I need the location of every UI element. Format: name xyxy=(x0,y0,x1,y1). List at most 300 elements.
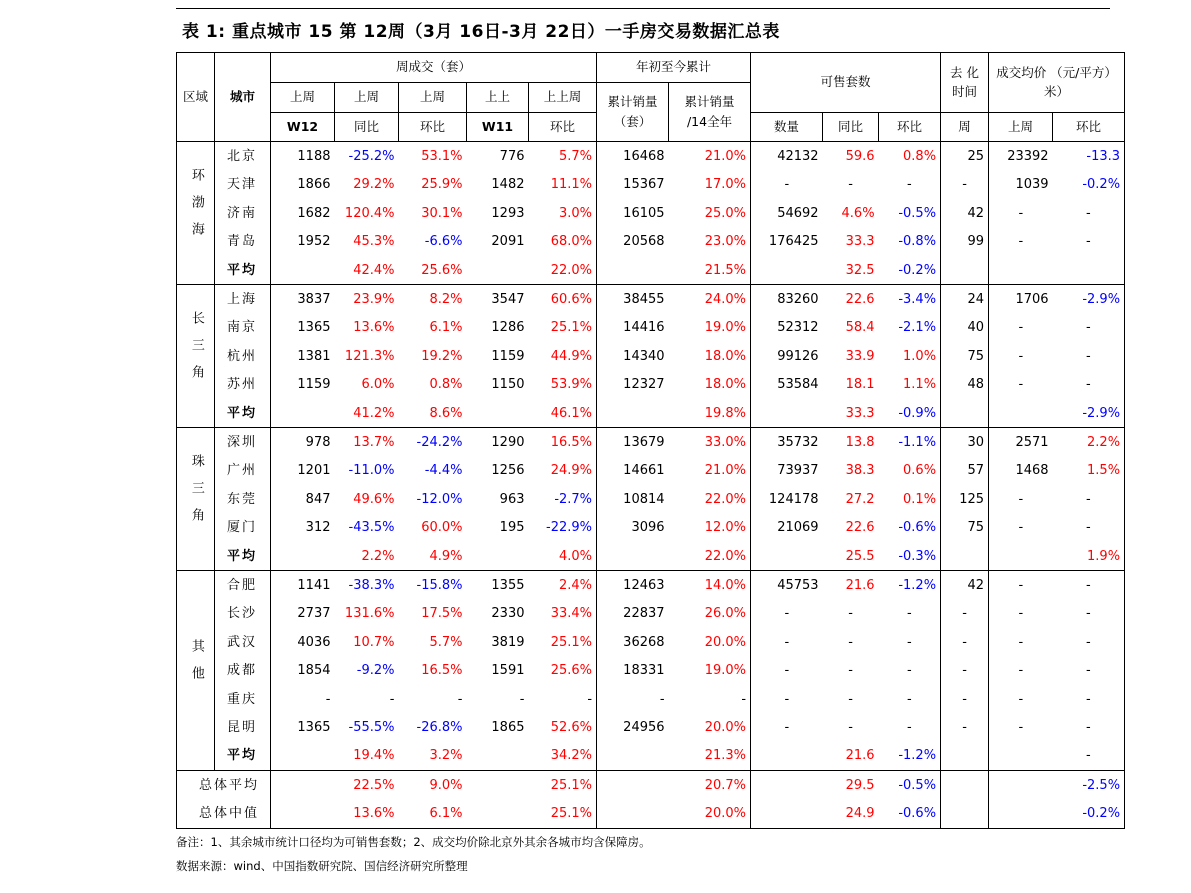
cell-w12 xyxy=(271,256,335,285)
cell-wow: -4.4% xyxy=(424,463,463,479)
cell-inv: 83260 xyxy=(751,285,823,314)
header-prev2: 上上周 xyxy=(529,83,597,113)
cell-wow2: 44.9% xyxy=(550,348,593,364)
city-cell: 天津 xyxy=(227,177,258,193)
cell-price-wow: -13.3 xyxy=(1053,142,1125,171)
cell-w11 xyxy=(467,799,529,828)
header-turn-unit: 周 xyxy=(941,113,989,142)
cell-price-wow: - xyxy=(1053,199,1125,227)
cell-turn: 48 xyxy=(941,371,989,399)
cell-inv-wow: 0.1% xyxy=(903,491,937,507)
cell-price-wow: -0.2% xyxy=(1053,171,1125,199)
cell-turn xyxy=(941,799,989,828)
cell-share: 17.0% xyxy=(704,177,747,193)
cell-price: - xyxy=(989,485,1053,513)
cell-inv: 124178 xyxy=(751,485,823,513)
table-row xyxy=(177,685,1125,713)
cell-inv xyxy=(751,742,823,771)
cell-wow: 25.9% xyxy=(421,177,463,193)
cell-yoy: 49.6% xyxy=(353,491,395,507)
cell-inv-yoy: - xyxy=(848,177,853,193)
cell-yoy: -11.0% xyxy=(348,463,395,479)
header-ytd: 年初至今累计 xyxy=(597,53,751,83)
table-row xyxy=(177,485,1125,513)
cell-wow: 19.2% xyxy=(421,348,463,364)
header-w12: W12 xyxy=(271,113,335,142)
cell-inv-yoy: 58.4 xyxy=(845,320,875,336)
cell-price: - xyxy=(989,713,1053,741)
cell-wow2: 11.1% xyxy=(550,177,593,193)
cell-price-wow: - xyxy=(1053,742,1125,771)
cell-yoy: 22.5% xyxy=(335,770,399,799)
cell-price: - xyxy=(989,342,1053,370)
cell-inv-wow: -1.2% xyxy=(898,748,937,764)
cell-yoy: 2.2% xyxy=(361,548,395,564)
cell-inv: - xyxy=(751,171,823,199)
city-cell: 青岛 xyxy=(227,234,258,250)
cell-inv-wow: -1.2% xyxy=(879,571,941,600)
cell-w12: 1201 xyxy=(271,457,335,485)
cell-w12: 1854 xyxy=(271,656,335,684)
cell-turn: - xyxy=(941,628,989,656)
cell-inv-wow: -2.1% xyxy=(898,320,937,336)
cell-inv-wow: - xyxy=(906,177,912,193)
region-label: 其他 xyxy=(188,638,204,693)
header-wow: 环比 xyxy=(399,113,467,142)
total-label: 总体平均 xyxy=(177,770,271,799)
cell-share: 24.0% xyxy=(669,285,751,314)
cell-w12: 312 xyxy=(271,513,335,541)
cell-price: - xyxy=(989,371,1053,399)
cell-wow2: 25.1% xyxy=(550,320,593,336)
cell-inv-yoy: 13.8 xyxy=(823,428,879,457)
cell-share: 22.0% xyxy=(704,491,747,507)
cell-turn: - xyxy=(941,685,989,713)
cell-turn xyxy=(941,256,989,285)
cell-price: 2571 xyxy=(989,428,1053,457)
cell-inv-yoy: 38.3 xyxy=(845,463,875,479)
cell-price-wow: - xyxy=(1053,600,1125,628)
cell-share: 21.5% xyxy=(704,262,747,278)
cell-inv xyxy=(751,399,823,428)
cell-w11: 1293 xyxy=(491,205,525,221)
cell-wow: 8.2% xyxy=(399,285,467,314)
cell-wow: 25.6% xyxy=(421,262,463,278)
cell-ytd: 14416 xyxy=(597,314,669,342)
cell-inv-wow: -0.2% xyxy=(898,262,937,278)
city-cell: 合肥 xyxy=(215,571,271,600)
cell-turn: - xyxy=(941,600,989,628)
average-row xyxy=(177,399,1125,428)
header-inv-yoy: 同比 xyxy=(823,113,879,142)
city-cell: 平均 xyxy=(227,548,258,564)
cell-wow: 53.1% xyxy=(399,142,467,171)
cell-wow2: 34.2% xyxy=(550,748,593,764)
cell-ytd xyxy=(597,770,669,799)
average-row xyxy=(177,256,1125,285)
cell-share: 23.0% xyxy=(704,234,747,250)
cell-wow: -26.8% xyxy=(416,719,463,735)
header-yoy-label: 上周 xyxy=(335,83,399,113)
cell-yoy: 19.4% xyxy=(353,748,395,764)
cell-yoy: -55.5% xyxy=(348,719,395,735)
cell-ytd: 36268 xyxy=(597,628,669,656)
cell-w12: - xyxy=(271,685,335,713)
cell-ytd: 12327 xyxy=(597,371,669,399)
cell-wow: 6.1% xyxy=(429,320,463,336)
cell-turn xyxy=(941,399,989,428)
cell-inv-wow: - xyxy=(906,691,912,707)
cell-share: 33.0% xyxy=(669,428,751,457)
cell-ytd: 16468 xyxy=(597,142,669,171)
data-source: 数据来源：wind、中国指数研究院、国信经济研究所整理 xyxy=(176,859,468,873)
total-row xyxy=(177,770,1125,799)
cell-ytd: 10814 xyxy=(597,485,669,513)
cell-wow2: 16.5% xyxy=(529,428,597,457)
cell-share: 22.0% xyxy=(704,548,747,564)
header-yoy: 同比 xyxy=(335,113,399,142)
table-row xyxy=(177,142,1125,171)
city-cell: 重庆 xyxy=(227,691,258,707)
cell-w12 xyxy=(271,799,335,828)
cell-yoy: 6.0% xyxy=(361,377,395,393)
cell-share: 14.0% xyxy=(669,571,751,600)
cell-w11: - xyxy=(519,691,525,707)
city-cell: 厦门 xyxy=(227,520,258,536)
city-cell: 北京 xyxy=(215,142,271,171)
cell-inv: 176425 xyxy=(751,228,823,256)
cell-wow2: 46.1% xyxy=(550,405,593,421)
table-row xyxy=(177,571,1125,600)
cell-w11: 963 xyxy=(499,491,525,507)
cell-wow: -15.8% xyxy=(399,571,467,600)
cell-yoy: 120.4% xyxy=(344,205,395,221)
cell-turn: 75 xyxy=(941,513,989,541)
cell-price-wow: 1.9% xyxy=(1053,542,1125,571)
cell-price: - xyxy=(989,685,1053,713)
cell-inv xyxy=(751,770,823,799)
cell-inv xyxy=(751,542,823,571)
cell-w11: 1355 xyxy=(467,571,529,600)
header-price-last: 上周 xyxy=(989,113,1053,142)
cell-ytd: 15367 xyxy=(597,171,669,199)
cell-inv-yoy: - xyxy=(848,606,853,622)
cell-inv: 35732 xyxy=(751,428,823,457)
cell-w11: 1290 xyxy=(467,428,529,457)
header-city: 城市 xyxy=(215,53,271,142)
cell-turn: 25 xyxy=(941,142,989,171)
cell-ytd xyxy=(597,399,669,428)
city-cell: 平均 xyxy=(227,748,258,764)
cell-ytd: 18331 xyxy=(597,656,669,684)
header-weekly: 周成交（套） xyxy=(271,53,597,83)
cell-ytd: 3096 xyxy=(597,513,669,541)
cell-inv-wow: -0.5% xyxy=(898,205,937,221)
cell-w12: 2737 xyxy=(271,600,335,628)
cell-w11 xyxy=(467,770,529,799)
city-cell: 平均 xyxy=(227,262,258,278)
cell-w11: 2091 xyxy=(491,234,525,250)
city-cell: 东莞 xyxy=(227,491,258,507)
cell-ytd: 24956 xyxy=(597,713,669,741)
cell-wow2: 68.0% xyxy=(550,234,593,250)
cell-yoy: 10.7% xyxy=(353,634,395,650)
cell-w11: 1591 xyxy=(491,663,525,679)
table-body xyxy=(177,142,1125,828)
region-label: 环渤海 xyxy=(188,168,204,250)
cell-turn: 57 xyxy=(941,457,989,485)
cell-ytd: 14340 xyxy=(597,342,669,370)
header-region: 区域 xyxy=(177,53,215,142)
cell-price: - xyxy=(989,314,1053,342)
cell-inv-wow: 0.6% xyxy=(903,463,937,479)
cell-price-wow: - xyxy=(1053,314,1125,342)
cell-wow2: 3.0% xyxy=(559,205,593,221)
cell-price: 1706 xyxy=(989,285,1053,314)
cell-inv: - xyxy=(751,628,823,656)
cell-w11: 3819 xyxy=(491,634,525,650)
cell-w11 xyxy=(467,542,529,571)
cell-ytd xyxy=(597,542,669,571)
cell-w11: 1865 xyxy=(491,719,525,735)
cell-price-wow: -2.9% xyxy=(1053,399,1125,428)
cell-price-wow: -2.9% xyxy=(1053,285,1125,314)
table-row xyxy=(177,228,1125,256)
cell-share: - xyxy=(741,691,747,707)
cell-inv: 52312 xyxy=(751,314,823,342)
cell-price: - xyxy=(989,600,1053,628)
cell-yoy: 45.3% xyxy=(353,234,395,250)
cell-price-wow: -2.5% xyxy=(1053,770,1125,799)
cell-price-wow: - xyxy=(1053,228,1125,256)
average-row xyxy=(177,742,1125,771)
city-cell: 杭州 xyxy=(227,348,258,364)
cell-inv: - xyxy=(751,656,823,684)
cell-wow2: -22.9% xyxy=(546,520,593,536)
cell-inv-yoy: 59.6 xyxy=(823,142,879,171)
cell-price-wow: - xyxy=(1053,571,1125,600)
cell-inv: 73937 xyxy=(751,457,823,485)
cell-price-wow: - xyxy=(1053,342,1125,370)
cell-inv: 99126 xyxy=(751,342,823,370)
cell-w11: 2330 xyxy=(491,606,525,622)
cell-share: 21.3% xyxy=(704,748,747,764)
cell-share: 19.0% xyxy=(704,663,747,679)
cell-wow: 5.7% xyxy=(429,634,463,650)
cell-inv: 54692 xyxy=(751,199,823,227)
cell-wow: 8.6% xyxy=(429,405,463,421)
cell-yoy: 41.2% xyxy=(353,405,395,421)
cell-wow: -6.6% xyxy=(424,234,463,250)
cell-price: - xyxy=(989,513,1053,541)
cell-price-wow xyxy=(1053,256,1125,285)
cell-inv-yoy: 22.6 xyxy=(845,520,875,536)
cell-turn xyxy=(941,770,989,799)
cell-wow2: 60.6% xyxy=(529,285,597,314)
cell-yoy: 42.4% xyxy=(353,262,395,278)
cell-price-wow: - xyxy=(1053,628,1125,656)
cell-wow: -24.2% xyxy=(399,428,467,457)
cell-wow2: 25.1% xyxy=(529,799,597,828)
cell-yoy: - xyxy=(389,691,395,707)
cell-w12: 1188 xyxy=(271,142,335,171)
cell-w12 xyxy=(271,399,335,428)
cell-price: - xyxy=(989,199,1053,227)
cell-price xyxy=(989,770,1053,799)
cell-inv-wow: 1.1% xyxy=(903,377,937,393)
footnote: 备注：1、其余城市统计口径均为可销售套数；2、成交均价除北京外其余各城市均含保障房。 xyxy=(176,835,651,849)
cell-inv-wow: 0.8% xyxy=(879,142,941,171)
header-wow2: 环比 xyxy=(529,113,597,142)
average-row xyxy=(177,542,1125,571)
cell-wow2: 53.9% xyxy=(550,377,593,393)
cell-ytd: - xyxy=(597,685,669,713)
cell-ytd: 22837 xyxy=(597,600,669,628)
cell-share: 12.0% xyxy=(704,520,747,536)
table-row xyxy=(177,342,1125,370)
cell-share: 21.0% xyxy=(704,463,747,479)
city-cell: 长沙 xyxy=(227,606,258,622)
cell-yoy: 13.6% xyxy=(335,799,399,828)
cell-w12: 1159 xyxy=(271,371,335,399)
cell-price-wow: - xyxy=(1053,485,1125,513)
cell-wow: -12.0% xyxy=(416,491,463,507)
cell-inv-yoy: 27.2 xyxy=(845,491,875,507)
cell-yoy: -9.2% xyxy=(356,663,395,679)
cell-w12: 3837 xyxy=(271,285,335,314)
cell-price-wow: - xyxy=(1053,371,1125,399)
cell-inv: 21069 xyxy=(751,513,823,541)
cell-wow2: 33.4% xyxy=(550,606,593,622)
cell-inv-yoy: - xyxy=(848,663,853,679)
cell-w12: 1682 xyxy=(271,199,335,227)
city-cell: 济南 xyxy=(227,205,258,221)
cell-yoy: -38.3% xyxy=(335,571,399,600)
cell-yoy: 13.6% xyxy=(353,320,395,336)
cell-turn: 42 xyxy=(941,571,989,600)
cell-inv-yoy: - xyxy=(848,691,853,707)
city-cell: 上海 xyxy=(215,285,271,314)
cell-inv-yoy: 29.5 xyxy=(823,770,879,799)
cell-inv: 53584 xyxy=(751,371,823,399)
city-cell: 昆明 xyxy=(227,719,258,735)
cell-ytd: 13679 xyxy=(597,428,669,457)
cell-w12: 1141 xyxy=(271,571,335,600)
header-ytd-sales: 累计销量（套） xyxy=(597,83,669,142)
header-price: 成交均价 （元/平方）米） xyxy=(989,53,1125,113)
cell-wow2: 25.6% xyxy=(550,663,593,679)
cell-inv-yoy: 33.3 xyxy=(845,405,875,421)
cell-price: - xyxy=(989,228,1053,256)
cell-yoy: 23.9% xyxy=(335,285,399,314)
cell-inv-yoy: 21.6 xyxy=(845,748,875,764)
cell-price xyxy=(989,799,1053,828)
transaction-summary-table xyxy=(176,52,1125,829)
cell-price: 23392 xyxy=(989,142,1053,171)
top-rule xyxy=(176,8,1110,9)
cell-ytd: 38455 xyxy=(597,285,669,314)
cell-inv-wow: - xyxy=(906,663,912,679)
cell-w12: 1365 xyxy=(271,713,335,741)
cell-ytd xyxy=(597,742,669,771)
city-cell: 成都 xyxy=(227,663,258,679)
header-price-wow: 环比 xyxy=(1053,113,1125,142)
cell-inv-wow: 1.0% xyxy=(903,348,937,364)
cell-inv: 45753 xyxy=(751,571,823,600)
table-row xyxy=(177,428,1125,457)
cell-inv xyxy=(751,256,823,285)
cell-share: 20.0% xyxy=(669,799,751,828)
cell-inv-yoy: 33.3 xyxy=(845,234,875,250)
cell-turn: - xyxy=(941,713,989,741)
cell-price-wow: 2.2% xyxy=(1053,428,1125,457)
cell-inv-wow: -1.1% xyxy=(879,428,941,457)
cell-inv-wow: -0.3% xyxy=(898,548,937,564)
cell-ytd: 12463 xyxy=(597,571,669,600)
cell-price-wow: - xyxy=(1053,713,1125,741)
cell-inv-yoy: 4.6% xyxy=(841,205,875,221)
cell-share: 18.0% xyxy=(704,348,747,364)
table-row xyxy=(177,713,1125,741)
cell-wow2: 52.6% xyxy=(550,719,593,735)
cell-inv-wow: -0.6% xyxy=(898,520,937,536)
cell-inv-yoy: 24.9 xyxy=(823,799,879,828)
header-ytd-share: 累计销量 /14全年 xyxy=(669,83,751,142)
cell-price: - xyxy=(989,656,1053,684)
cell-wow2: 22.0% xyxy=(550,262,593,278)
cell-price: 1039 xyxy=(989,171,1053,199)
region-cell xyxy=(177,142,215,285)
cell-turn: 30 xyxy=(941,428,989,457)
cell-inv: - xyxy=(751,713,823,741)
cell-inv-yoy: - xyxy=(848,719,853,735)
cell-share: 25.0% xyxy=(704,205,747,221)
header-lastweek: 上周 xyxy=(271,83,335,113)
cell-w12: 847 xyxy=(271,485,335,513)
region-label: 珠三角 xyxy=(188,453,204,535)
city-cell: 南京 xyxy=(227,320,258,336)
cell-inv-wow: - xyxy=(906,634,912,650)
cell-inv: - xyxy=(751,600,823,628)
header-wow-label: 上周 xyxy=(399,83,467,113)
city-cell: 苏州 xyxy=(227,377,258,393)
header-inv-wow: 环比 xyxy=(879,113,941,142)
header-w11: W11 xyxy=(467,113,529,142)
header-inv-qty: 数量 xyxy=(751,113,823,142)
table-row xyxy=(177,656,1125,684)
cell-turn xyxy=(941,542,989,571)
table-row xyxy=(177,457,1125,485)
cell-inv: 42132 xyxy=(751,142,823,171)
cell-turn: 125 xyxy=(941,485,989,513)
cell-wow: 6.1% xyxy=(399,799,467,828)
cell-wow: 30.1% xyxy=(421,205,463,221)
header-inventory: 可售套数 xyxy=(751,53,941,113)
cell-w11: 3547 xyxy=(467,285,529,314)
cell-inv-wow: -3.4% xyxy=(879,285,941,314)
cell-wow2: 25.1% xyxy=(550,634,593,650)
cell-price-wow: - xyxy=(1053,513,1125,541)
cell-w11: 1482 xyxy=(491,177,525,193)
cell-wow2: 25.1% xyxy=(529,770,597,799)
cell-price xyxy=(989,542,1053,571)
city-cell: 武汉 xyxy=(227,634,258,650)
cell-w12: 1952 xyxy=(271,228,335,256)
cell-yoy: 13.7% xyxy=(335,428,399,457)
cell-share: 20.0% xyxy=(704,634,747,650)
cell-turn: 75 xyxy=(941,342,989,370)
cell-w11 xyxy=(467,256,529,285)
